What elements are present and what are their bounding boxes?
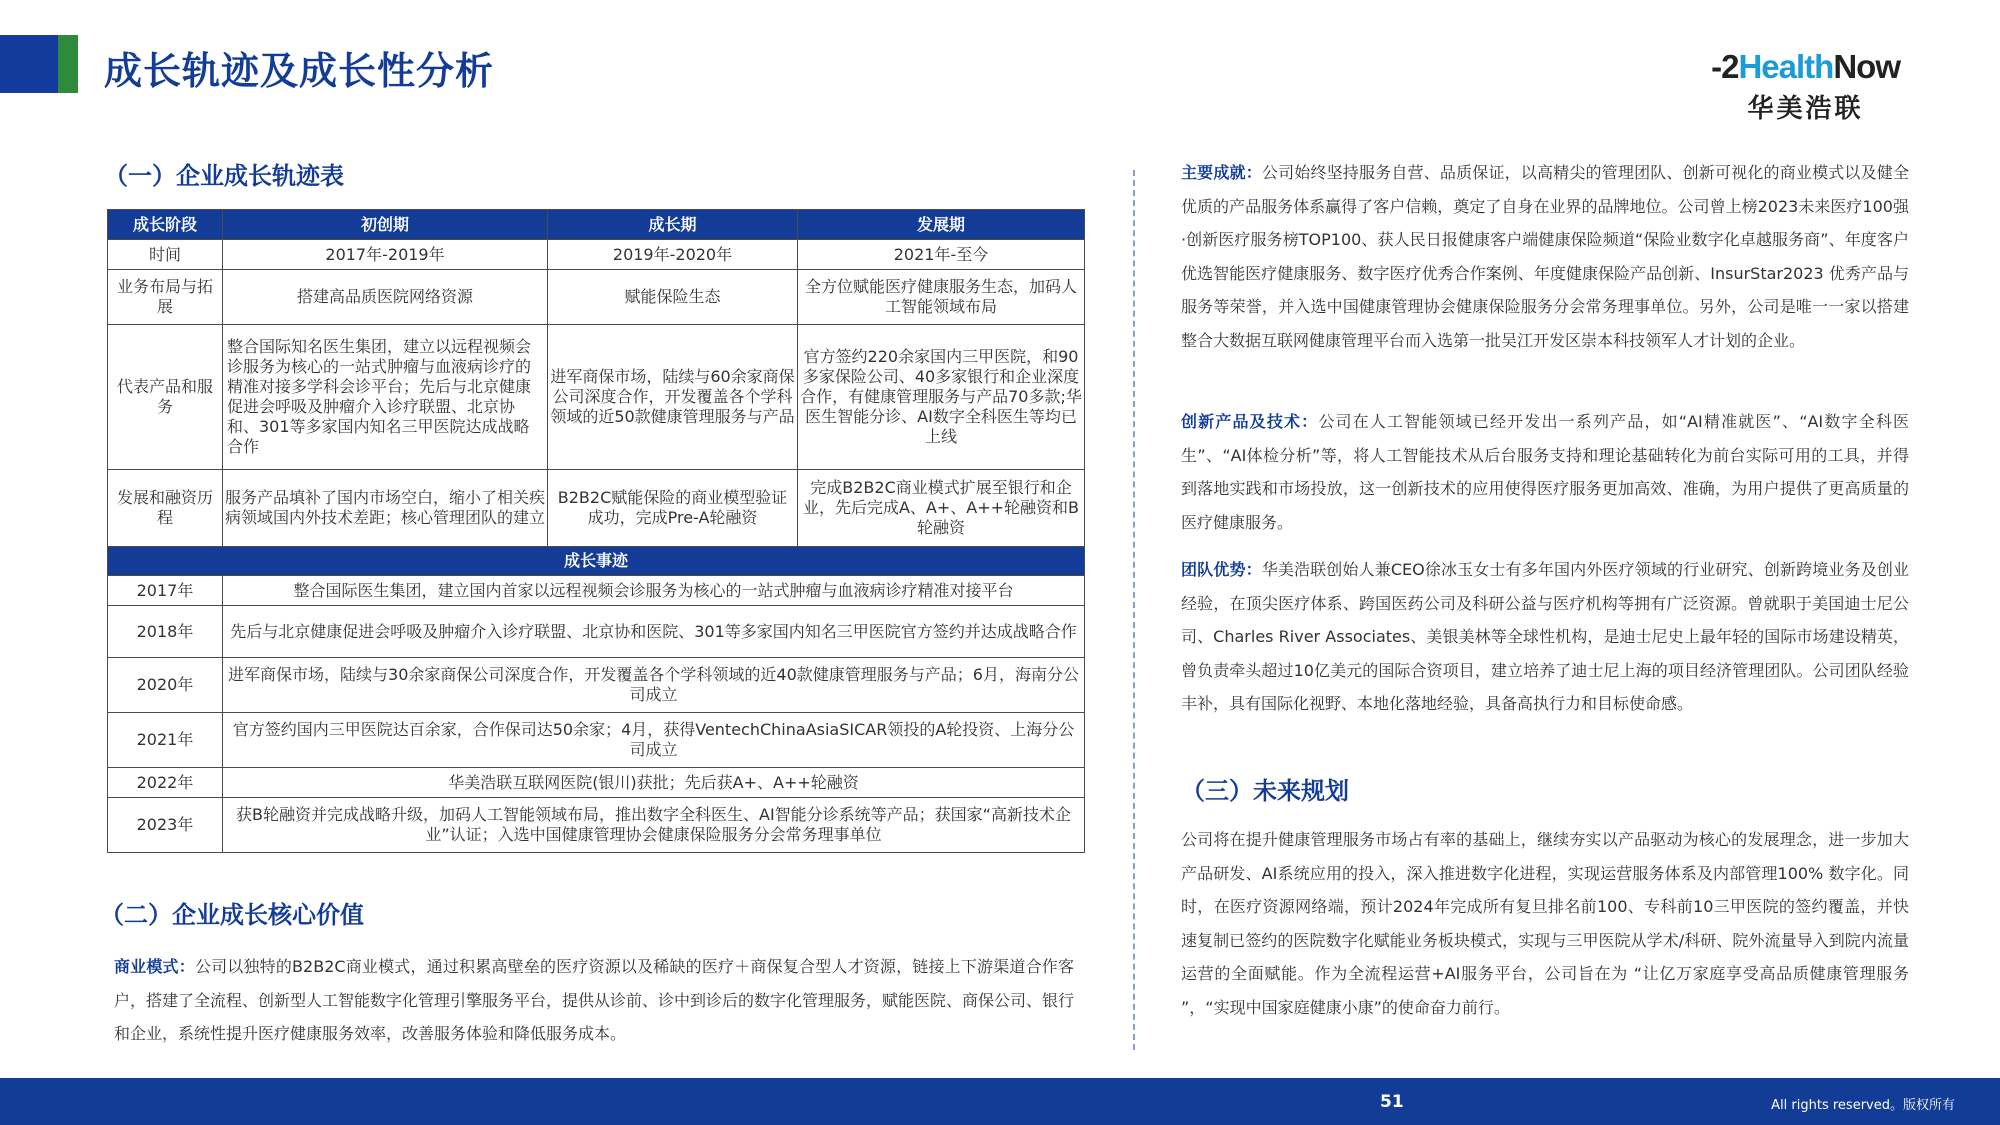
section-title-growth-table: （一）企业成长轨迹表: [104, 162, 344, 190]
growth-table: [107, 209, 1085, 853]
header-accent-blue: [0, 35, 58, 93]
table-cell: 2017年-2019年: [223, 240, 548, 270]
event-year: 2020年: [108, 658, 223, 713]
table-row: [108, 470, 1085, 547]
table-cell: 赋能保险生态: [548, 270, 798, 325]
table-subheader-row: [108, 547, 1085, 576]
logo-wordmark: -2HealthNow: [1711, 48, 1900, 85]
achievements-text: 公司始终坚持服务自营、品质保证，以高精尖的管理团队、创新可视化的商业模式以及健全优质的产品服务体系赢得了客户信赖，奠定了自身在业界的品牌地位。公司曾上榜2023未来医疗100强·创新医疗服务榜TOP100、获人民日报健康客户端健康保险频道“保险业数字化卓越服务商”、年度客户优选智能医疗健康服务、数字医疗优秀合作案例、年度健康保险产品创新、InsurStar2023 优秀产品与服务等荣誉，并入选中国健康管理协会健康保险服务分会常务理事单位。另外，公司是唯一一家以搭建整合大数据互联网健康管理平台而入选第一批吴江开发区崇本科技领军人才计划的企业。: [1181, 163, 1909, 350]
event-text: 进军商保市场，陆续与30余家商保公司深度合作，开发覆盖各个学科领域的近40款健康管理服务与产品；6月，海南分公司成立: [223, 658, 1085, 713]
table-cell: 业务布局与拓展: [108, 270, 223, 325]
table-cell: 2021年-至今: [798, 240, 1085, 270]
event-row: [108, 606, 1085, 658]
table-cell: 2019年-2020年: [548, 240, 798, 270]
table-cell: 发展和融资历程: [108, 470, 223, 547]
event-row: [108, 576, 1085, 606]
table-cell: 服务产品填补了国内市场空白，缩小了相关疾病领域国内外技术差距；核心管理团队的建立: [223, 470, 548, 547]
section-title-core-value: （二）企业成长核心价值: [100, 901, 364, 929]
table-row: [108, 325, 1085, 470]
team-paragraph: [1181, 553, 1909, 721]
achievements-paragraph: [1181, 156, 1909, 357]
business-model-paragraph: [114, 950, 1074, 1051]
future-plan-paragraph: 公司将在提升健康管理服务市场占有率的基础上，继续夯实以产品驱动为核心的发展理念，进一步加大产品研发、AI系统应用的投入，深入推进数字化进程，实现运营服务体系及内部管理100% 数字化。同时，在医疗资源网络端，预计2024年完成所有复旦排名前100、专科前10三甲医院的签约覆盖，并快速复制已签约的医院数字化赋能业务板块模式，实现与三甲医院从学术/科研、院外流量导入到院内流量运营的全面赋能。作为全流程运营+AI服务平台，公司旨在为 “让亿万家庭享受高品质健康管理服务 ”，“实现中国家庭健康小康”的使命奋力前行。: [1181, 830, 1909, 1017]
event-text: 华美浩联互联网医院(银川)获批；先后获A+、A++轮融资: [223, 768, 1085, 798]
event-text: 整合国际医生集团，建立国内首家以远程视频会诊服务为核心的一站式肿瘤与血液病诊疗精准对接平台: [223, 576, 1085, 606]
event-text: 官方签约国内三甲医院达百余家，合作保司达50余家；4月，获得VentechChinaAsiaSICAR领投的A轮投资、上海分公司成立: [223, 713, 1085, 768]
copyright-notice: All rights reserved。版权所有: [1771, 1098, 1955, 1113]
event-row: [108, 658, 1085, 713]
table-header-cell: 成长阶段: [108, 210, 223, 240]
innovation-label: 创新产品及技术：: [1181, 412, 1319, 431]
footer-bar: [0, 1078, 2000, 1125]
table-row: [108, 270, 1085, 325]
event-row: [108, 798, 1085, 853]
table-header-cell: 成长期: [548, 210, 798, 240]
table-cell: 整合国际知名医生集团，建立以远程视频会诊服务为核心的一站式肿瘤与血液病诊疗的精准对接多学科会诊平台；先后与北京健康促进会呼吸及肿瘤介入诊疗联盟、北京协和、301等多家国内知名三甲医院达成战略合作: [223, 325, 548, 470]
table-header-cell: 发展期: [798, 210, 1085, 240]
event-text: 获B轮融资并完成战略升级，加码人工智能领域布局，推出数字全科医生、AI智能分诊系统等产品；获国家“高新技术企业”认证；入选中国健康管理协会健康保险服务分会常务理事单位: [223, 798, 1085, 853]
table-cell: 完成B2B2C商业模式扩展至银行和企业，先后完成A、A+、A++轮融资和B轮融资: [798, 470, 1085, 547]
event-row: [108, 713, 1085, 768]
table-cell: 进军商保市场，陆续与60余家商保公司深度合作，开发覆盖各个学科领域的近50款健康管理服务与产品: [548, 325, 798, 470]
page-title: 成长轨迹及成长性分析: [104, 49, 495, 93]
table-header-row: [108, 210, 1085, 240]
table-cell: 代表产品和服务: [108, 325, 223, 470]
table-header-cell: 初创期: [223, 210, 548, 240]
business-model-text: 公司以独特的B2B2C商业模式，通过积累高壁垒的医疗资源以及稀缺的医疗＋商保复合型人才资源，链接上下游渠道合作客户，搭建了全流程、创新型人工智能数字化管理引擎服务平台，提供从诊前、诊中到诊后的数字化管理服务，赋能医院、商保公司、银行和企业，系统性提升医疗健康服务效率，改善服务体验和降低服务成本。: [114, 957, 1075, 1043]
table-cell: 官方签约220余家国内三甲医院，和90多家保险公司、40多家银行和企业深度合作，有健康管理服务与产品70多款;华医生智能分诊、AI数字全科医生等均已上线: [798, 325, 1085, 470]
team-text: 华美浩联创始人兼CEO徐冰玉女士有多年国内外医疗领域的行业研究、创新跨境业务及创业经验，在顶尖医疗体系、跨国医药公司及科研公益与医疗机构等拥有广泛资源。曾就职于美国迪士尼公司、Charles River Associates、美银美林等全球性机构，是迪士尼史上最年轻的国际市场建设精英，曾负责牵头超过10亿美元的国际合资项目，建立培养了迪士尼上海的项目经济管理团队。公司团队经验丰补，具有国际化视野、本地化落地经验，具备高执行力和目标使命感。: [1181, 560, 1909, 713]
event-year: 2023年: [108, 798, 223, 853]
innovation-paragraph: [1181, 405, 1909, 539]
event-year: 2017年: [108, 576, 223, 606]
company-logo: [1711, 48, 1900, 125]
team-label: 团队优势：: [1181, 560, 1262, 579]
column-divider: [1133, 170, 1135, 1050]
section-title-future-plan: （三）未来规划: [1181, 777, 1349, 805]
event-year: 2018年: [108, 606, 223, 658]
page-number: 51: [1380, 1092, 1404, 1112]
header-accent-green: [58, 35, 78, 93]
innovation-text: 公司在人工智能领域已经开发出一系列产品，如“AI精准就医”、“AI数字全科医生”、“AI体检分析”等，将人工智能技术从后台服务支持和理论基础转化为前台实际可用的工具，并得到落地实践和市场投放，这一创新技术的应用使得医疗服务更加高效、准确，为用户提供了更高质量的医疗健康服务。: [1181, 412, 1909, 532]
event-year: 2021年: [108, 713, 223, 768]
event-row: [108, 768, 1085, 798]
achievements-label: 主要成就：: [1181, 163, 1262, 182]
table-cell: 搭建高品质医院网络资源: [223, 270, 548, 325]
event-text: 先后与北京健康促进会呼吸及肿瘤介入诊疗联盟、北京协和医院、301等多家国内知名三甲医院官方签约并达成战略合作: [223, 606, 1085, 658]
table-subheader: 成长事迹: [108, 547, 1085, 576]
table-row: [108, 240, 1085, 270]
business-model-label: 商业模式：: [114, 957, 195, 976]
table-cell: B2B2C赋能保险的商业模型验证成功，完成Pre-A轮融资: [548, 470, 798, 547]
event-year: 2022年: [108, 768, 223, 798]
logo-chinese-name: 华美浩联: [1747, 94, 1864, 124]
table-cell: 时间: [108, 240, 223, 270]
table-cell: 全方位赋能医疗健康服务生态，加码人工智能领域布局: [798, 270, 1085, 325]
